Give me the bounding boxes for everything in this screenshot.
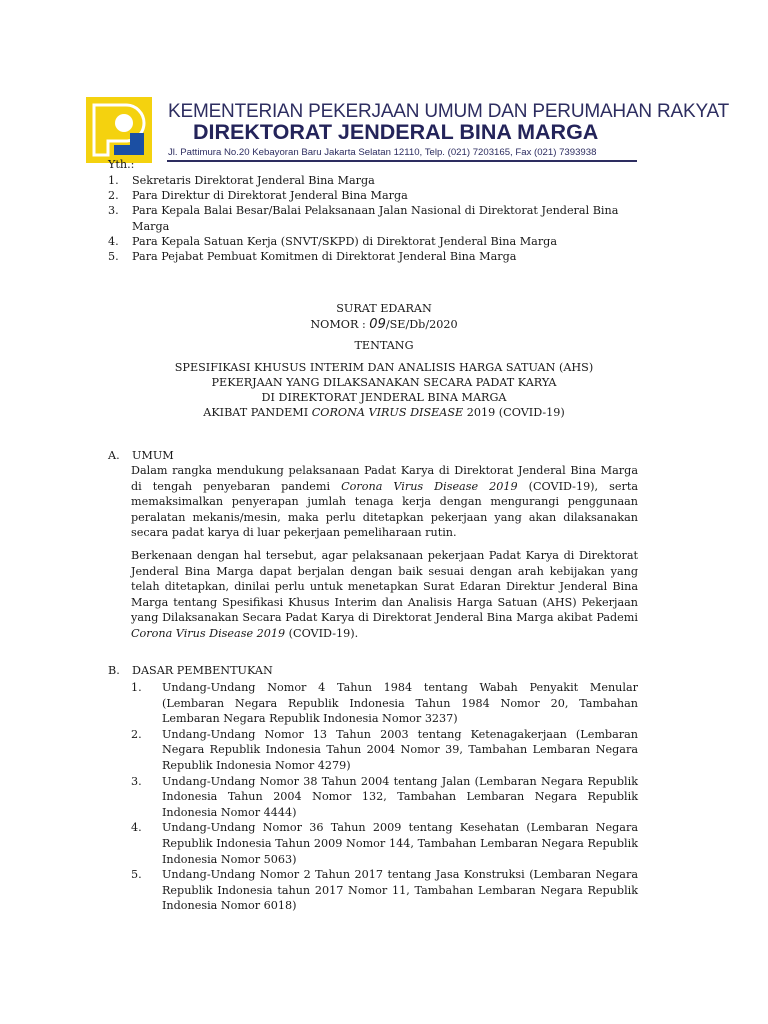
section-title: UMUM: [132, 449, 174, 462]
ministry-logo: [86, 97, 152, 163]
paragraph-text: (COVID-19).: [288, 626, 359, 640]
paragraph-text: Dalam rangka mendukung pelaksanaan Padat Karya di Direktorat Jenderal Bina Marga di tengah penyebaran pandemi: [131, 464, 638, 493]
list-item: [131, 680, 638, 727]
legal-basis-list: [131, 680, 638, 914]
org-name-directorate: DIREKTORAT JENDERAL BINA MARGA: [193, 120, 599, 144]
list-item-text: Para Kepala Balai Besar/Balai Pelaksanaan Jalan Nasional di Direktorat Jenderal Bina Marga: [132, 204, 619, 233]
list-item: [108, 249, 656, 264]
list-item-text: Undang-Undang Nomor 4 Tahun 1984 tentang Wabah Penyakit Menular (Lembaran Negara Republik Indonesia Tahun 1984 Nomor 20, Tambahan Lembaran Negara Republik Indonesia Nomor 3237): [162, 681, 638, 726]
list-item: [131, 774, 638, 821]
section-letter: A.: [108, 449, 120, 462]
list-item-text: Para Pejabat Pembuat Komitmen di Direktorat Jenderal Bina Marga: [132, 250, 517, 264]
subject-line-1: SPESIFIKASI KHUSUS INTERIM DAN ANALISIS HARGA SATUAN (AHS): [174, 361, 594, 374]
subject-line-4-c: 2019 (COVID-19): [466, 406, 565, 419]
list-item: [131, 727, 638, 774]
letter-number: [0, 317, 768, 332]
paragraph-italic: Corona Virus Disease 2019: [341, 479, 518, 493]
paragraph-italic: Corona Virus Disease 2019: [131, 626, 286, 640]
list-item-text: Undang-Undang Nomor 13 Tahun 2003 tentang Ketenagakerjaan (Lembaran Negara Republik Indonesia Tahun 2004 Nomor 39, Tambahan Lembaran Negara Republik Indonesia Nomor 4279): [162, 727, 638, 772]
list-item: [108, 173, 656, 188]
list-item-text: Undang-Undang Nomor 36 Tahun 2009 tentang Kesehatan (Lembaran Negara Republik Indonesia Tahun 2009 Nomor 144, Tambahan Lembaran Negara Republik Indonesia Nomor 5063): [162, 821, 638, 866]
list-item-text: Sekretaris Direktorat Jenderal Bina Marga: [132, 174, 375, 187]
list-item-number: 4.: [108, 234, 119, 248]
list-item: [108, 188, 656, 203]
section-letter: B.: [108, 664, 120, 677]
section-a-paragraph-1: [131, 463, 638, 541]
list-item-number: 5.: [108, 250, 119, 264]
subject-line-4-a: AKIBAT PANDEMI: [203, 406, 309, 419]
recipients-label: Yth.:: [108, 158, 135, 171]
paragraph-text: Berkenaan dengan hal tersebut, agar pelaksanaan pekerjaan Padat Karya di Direktorat Jenderal Bina Marga dapat berjalan dengan baik sesuai dengan arah kebijakan yang telah ditetapkan, dinilai perlu untuk menetapkan Surat Edaran Direktur Jenderal Bina Marga tentang Spesifikasi Khusus Interim dan Analisis Harga Satuan (AHS) Pekerjaan yang Dilaksanakan Secara Padat Karya di Direktorat Jenderal Bina Marga akibat Pademi: [131, 549, 638, 625]
list-item-number: 1.: [108, 174, 119, 187]
list-item-text: Para Kepala Satuan Kerja (SNVT/SKPD) di Direktorat Jenderal Bina Marga: [132, 234, 558, 248]
letter-about: TENTANG: [354, 339, 414, 352]
section-a-paragraph-2: [131, 548, 638, 642]
org-name-ministry: KEMENTERIAN PEKERJAAN UMUM DAN PERUMAHAN RAKYAT: [168, 101, 730, 122]
letterhead-rule: [167, 160, 637, 162]
list-item: [131, 867, 638, 914]
list-item-number: 3.: [108, 204, 119, 218]
letter-type: SURAT EDARAN: [336, 302, 432, 315]
paragraph-text: (COVID-19), serta memaksimalkan penyerapan jumlah tenaga kerja dengan mengurangi penggunaan peralatan mekanis/mesin, maka perlu ditetapkan pekerjaan yang akan dilaksanakan secara padat karya di luar pekerjaan pemeliharaan rutin.: [131, 479, 638, 540]
list-item-text: Undang-Undang Nomor 38 Tahun 2004 tentang Jalan (Lembaran Negara Republik Indonesia Tahun 2004 Nomor 132, Tambahan Lembaran Negara Republik Indonesia Nomor 4444): [162, 774, 638, 819]
subject-line-4: [0, 406, 768, 419]
subject-line-3: DI DIREKTORAT JENDERAL BINA MARGA: [261, 391, 507, 404]
letter-number-prefix: NOMOR :: [310, 318, 366, 331]
list-item-text: Undang-Undang Nomor 2 Tahun 2017 tentang Jasa Konstruksi (Lembaran Negara Republik Indonesia tahun 2017 Nomor 11, Tambahan Lembaran Negara Republik Indonesia Nomor 6018): [162, 868, 638, 913]
list-item-number: 4.: [131, 821, 142, 835]
list-item-number: 3.: [131, 774, 142, 788]
list-item-number: 1.: [131, 681, 142, 694]
org-address: Jl. Pattimura No.20 Kebayoran Baru Jakarta Selatan 12110, Telp. (021) 7203165, Fax (021) 7393938: [168, 147, 597, 158]
section-title: DASAR PEMBENTUKAN: [132, 664, 273, 677]
list-item-text: Para Direktur di Direktorat Jenderal Bina Marga: [132, 189, 408, 203]
list-item: [131, 820, 638, 867]
list-item-number: 2.: [131, 727, 142, 741]
recipients-list: [108, 173, 656, 264]
letter-number-suffix: /SE/Db/2020: [385, 318, 458, 331]
list-item-number: 2.: [108, 189, 119, 203]
subject-line-4-italic: CORONA VIRUS DISEASE: [311, 406, 464, 419]
list-item: [108, 234, 656, 249]
list-item-number: 5.: [131, 868, 142, 882]
letter-number-handwritten: 09: [369, 317, 386, 332]
list-item: [108, 203, 656, 233]
subject-line-2: PEKERJAAN YANG DILAKSANAKAN SECARA PADAT KARYA: [211, 376, 557, 389]
